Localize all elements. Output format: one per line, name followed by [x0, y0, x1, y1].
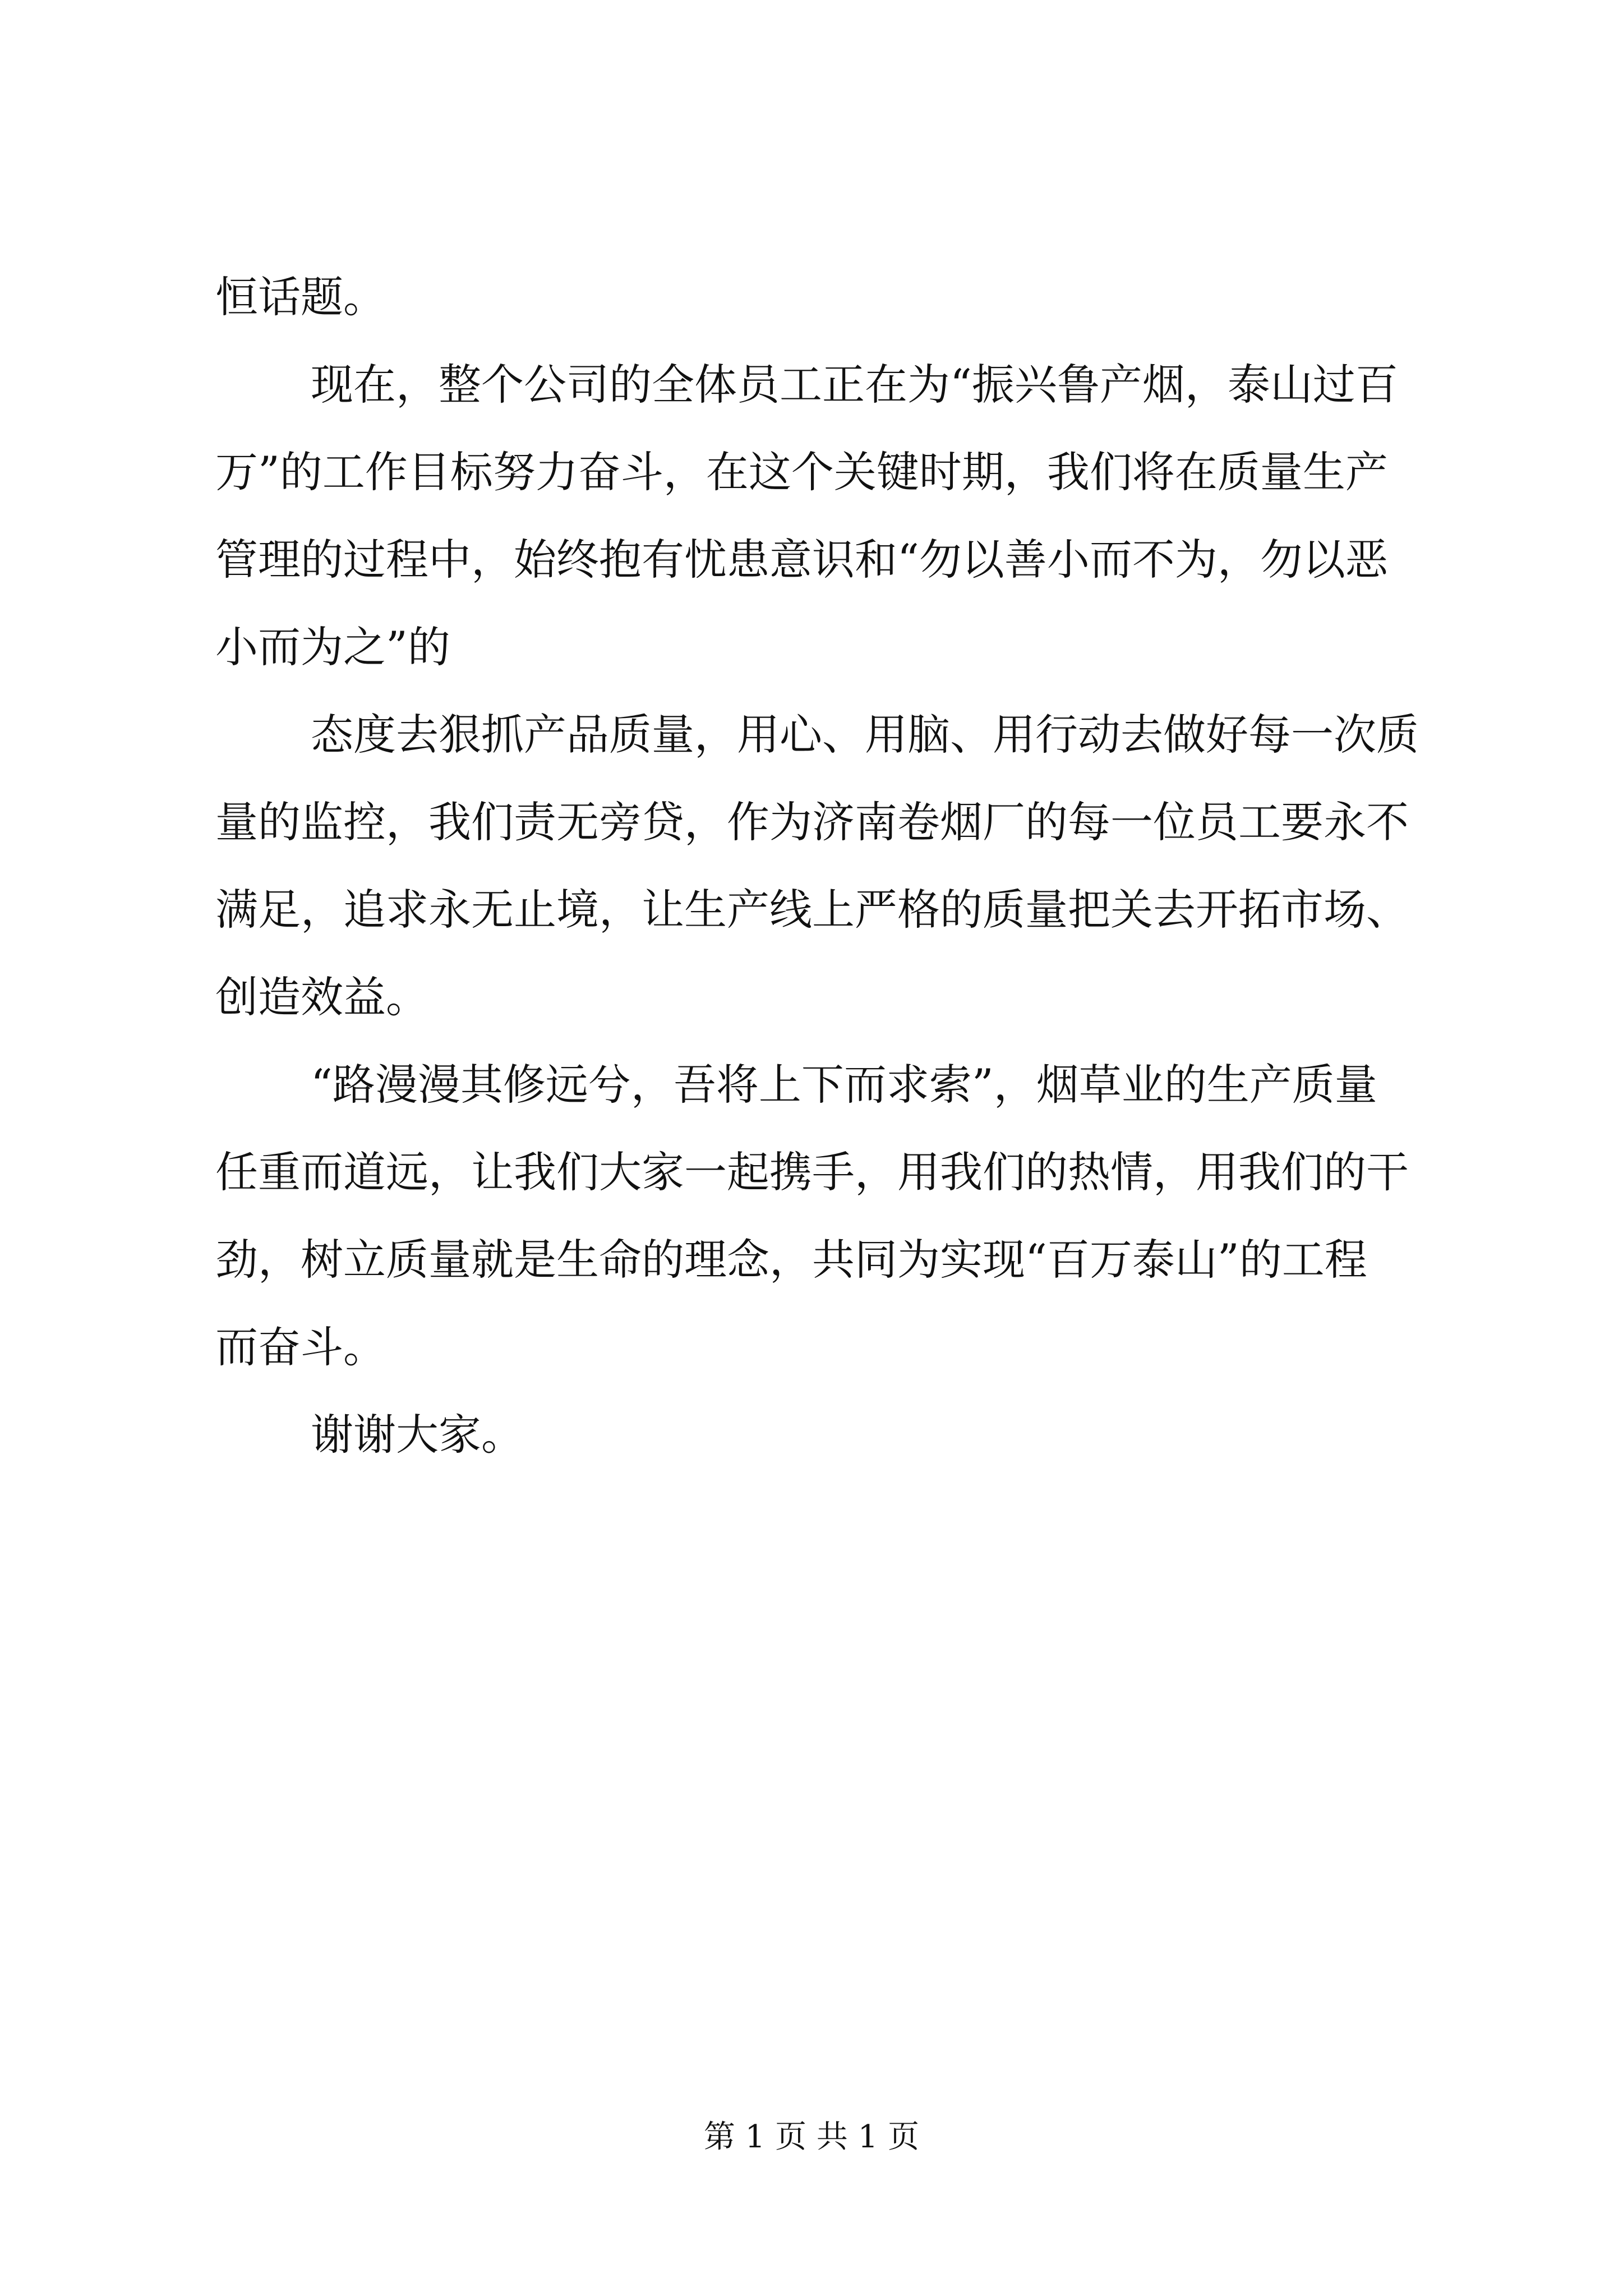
paragraph-start-line: 态度去狠抓产品质量，用心、用脑、用行动去做好每一次质 — [311, 710, 1419, 760]
text-line: 而奋斗。 — [215, 1322, 386, 1372]
closing-line: 谢谢大家。 — [311, 1410, 524, 1460]
text-line: 任重而道远，让我们大家一起携手，用我们的热情，用我们的干 — [215, 1147, 1409, 1197]
text-line: 量的监控，我们责无旁贷，作为济南卷烟厂的每一位员工要永不 — [215, 797, 1409, 847]
page-number-footer: 第 1 页 共 1 页 — [703, 2119, 920, 2155]
text-line: 满足，追求永无止境，让生产线上严格的质量把关去开拓市场、 — [215, 885, 1409, 935]
text-line: 劲，树立质量就是生命的理念，共同为实现“百万泰山”的工程 — [215, 1235, 1367, 1285]
text-line: 恒话题。 — [215, 272, 386, 322]
text-line: 创造效益。 — [215, 972, 428, 1022]
paragraph-start-line: 现在，整个公司的全体员工正在为“振兴鲁产烟，泰山过百 — [311, 360, 1398, 409]
document-body — [215, 254, 1449, 1479]
paragraph-start-line: “路漫漫其修远兮，吾将上下而求索”，烟草业的生产质量 — [311, 1060, 1377, 1110]
text-line: 万”的工作目标努力奋斗，在这个关键时期，我们将在质量生产 — [215, 447, 1388, 497]
text-line: 管理的过程中，始终抱有忧患意识和“勿以善小而不为，勿以恶 — [215, 535, 1388, 585]
text-line: 小而为之”的 — [215, 622, 450, 672]
